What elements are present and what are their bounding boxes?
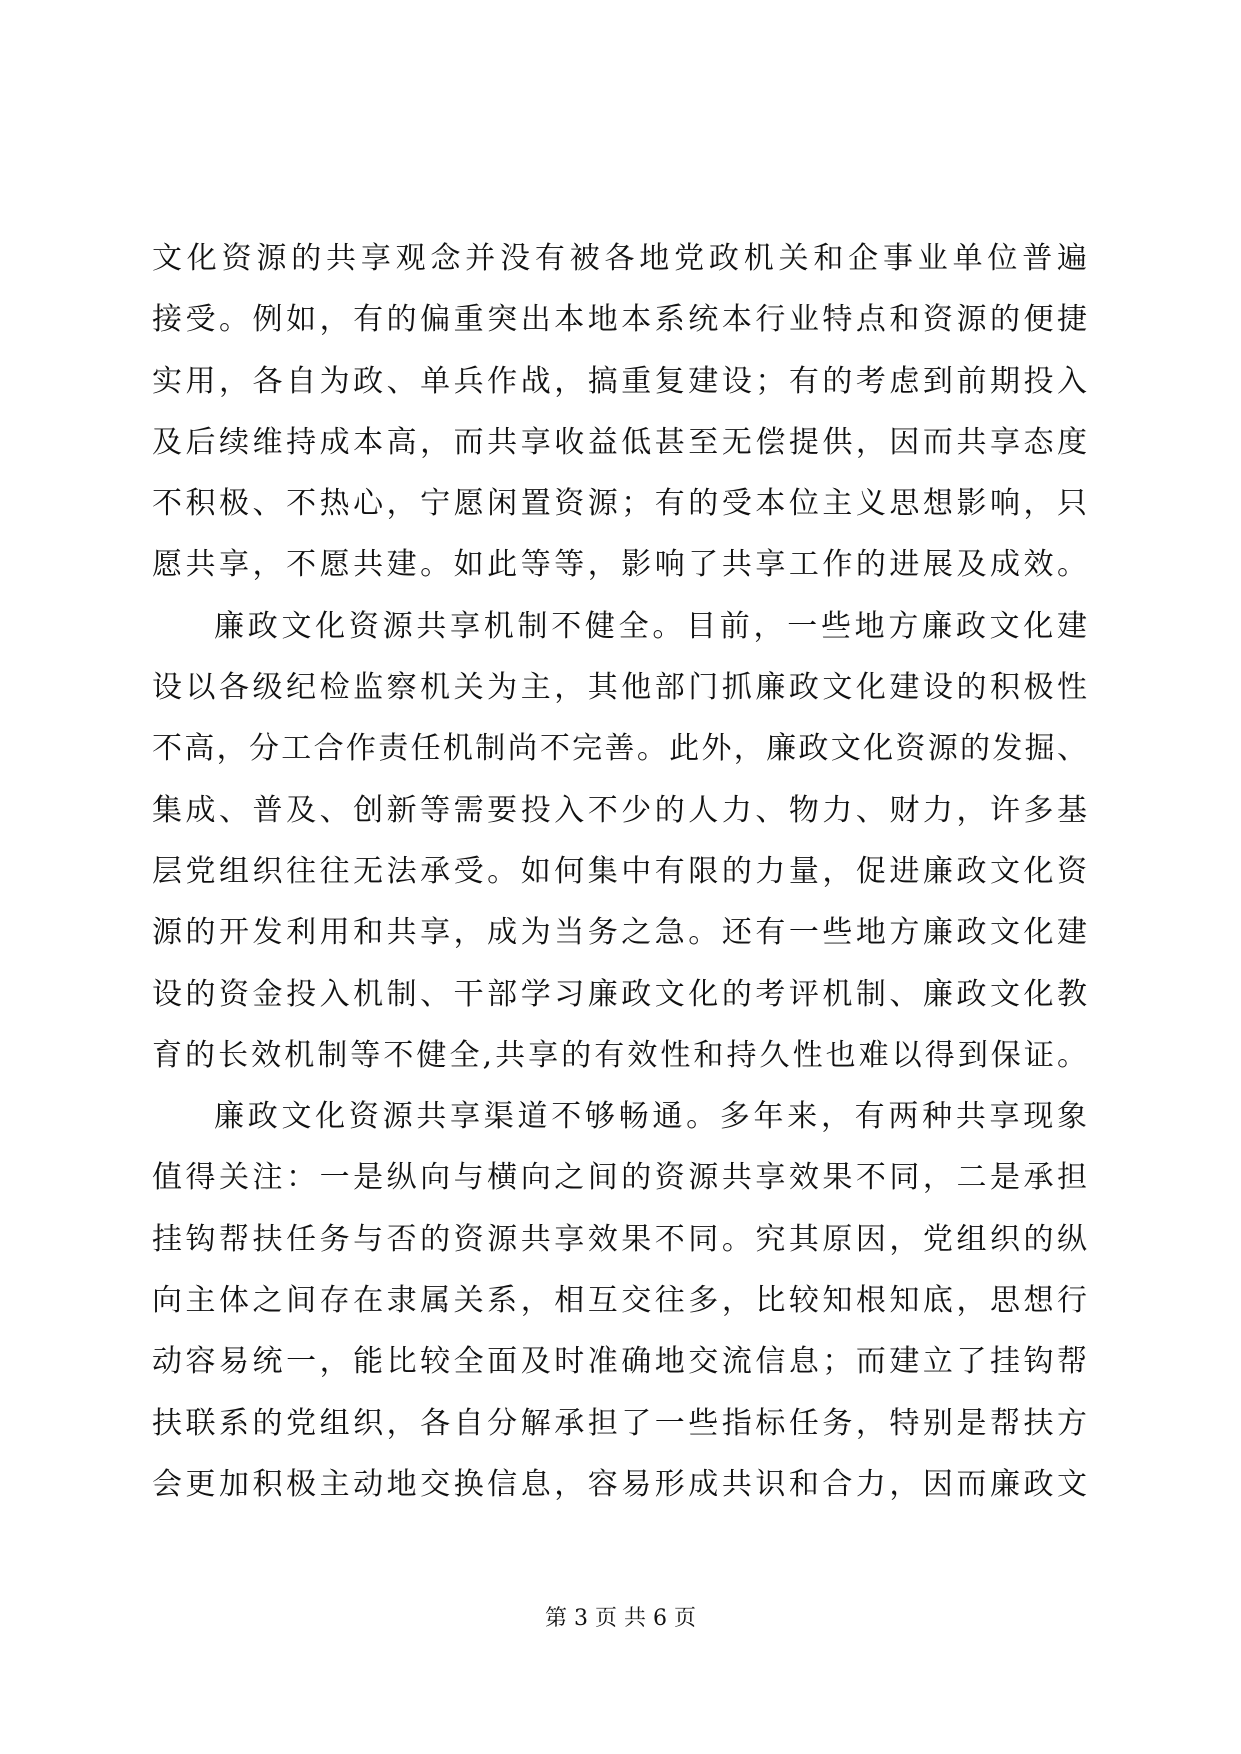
text-line: 会更加积极主动地交换信息，容易形成共识和合力，因而廉政文	[152, 1466, 1087, 1502]
text-line: 实用，各自为政、单兵作战，搞重复建设；有的考虑到前期投入	[152, 363, 1087, 399]
text-line: 不高，分工合作责任机制尚不完善。此外，廉政文化资源的发掘、	[152, 731, 1087, 767]
text-line: 愿共享，不愿共建。如此等等，影响了共享工作的进展及成效。	[152, 547, 1087, 583]
text-line: 挂钩帮扶任务与否的资源共享效果不同。究其原因，党组织的纵	[152, 1221, 1087, 1257]
text-line: 育的长效机制等不健全,共享的有效性和持久性也难以得到保证。	[152, 1037, 1087, 1073]
text-line: 不积极、不热心，宁愿闲置资源；有的受本位主义思想影响，只	[152, 486, 1087, 522]
text-line: 及后续维持成本高，而共享收益低甚至无偿提供，因而共享态度	[152, 424, 1087, 460]
text-line: 值得关注：一是纵向与横向之间的资源共享效果不同，二是承担	[152, 1160, 1087, 1196]
text-line: 接受。例如，有的偏重突出本地本系统本行业特点和资源的便捷	[152, 302, 1087, 338]
page-footer: 第 3 页 共 6 页	[545, 1606, 696, 1631]
text-line: 向主体之间存在隶属关系，相互交往多，比较知根知底，思想行	[152, 1283, 1087, 1319]
text-line: 廉政文化资源共享渠道不够畅通。多年来，有两种共享现象	[214, 1099, 1087, 1135]
text-line: 设以各级纪检监察机关为主，其他部门抓廉政文化建设的积极性	[152, 670, 1087, 706]
text-line: 源的开发利用和共享，成为当务之急。还有一些地方廉政文化建	[152, 915, 1087, 951]
text-line: 设的资金投入机制、干部学习廉政文化的考评机制、廉政文化教	[152, 976, 1087, 1012]
text-line: 动容易统一，能比较全面及时准确地交流信息；而建立了挂钩帮	[152, 1344, 1087, 1380]
text-line: 集成、普及、创新等需要投入不少的人力、物力、财力，许多基	[152, 792, 1087, 828]
text-line: 文化资源的共享观念并没有被各地党政机关和企事业单位普遍	[152, 241, 1087, 276]
text-line: 廉政文化资源共享机制不健全。目前，一些地方廉政文化建	[214, 608, 1087, 644]
body-text	[152, 228, 1087, 1515]
text-line: 层党组织往往无法承受。如何集中有限的力量，促进廉政文化资	[152, 853, 1087, 889]
text-line: 扶联系的党组织，各自分解承担了一些指标任务，特别是帮扶方	[152, 1405, 1087, 1441]
